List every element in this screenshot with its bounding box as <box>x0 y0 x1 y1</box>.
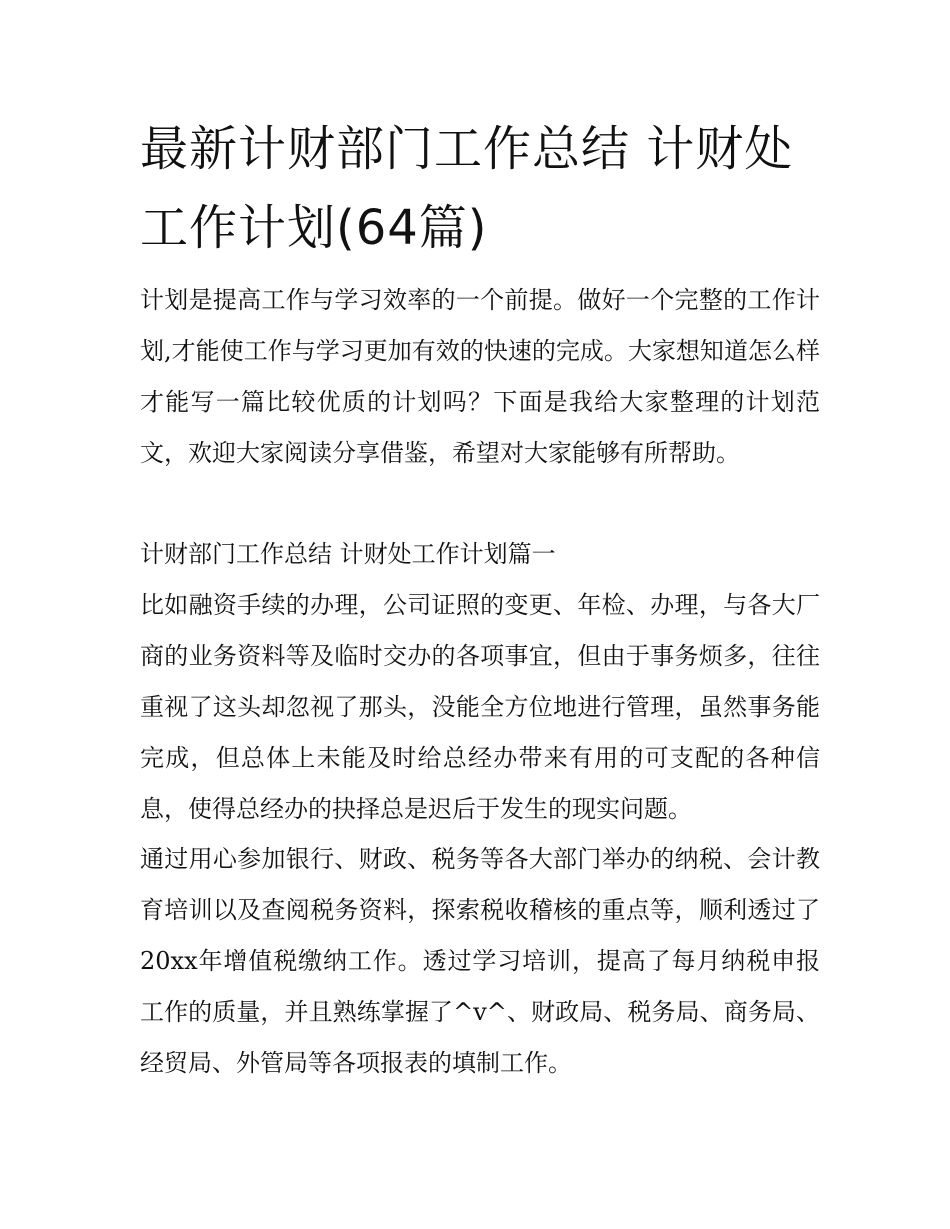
section-heading: 计财部门工作总结 计财处工作计划篇一 <box>140 540 556 568</box>
body-paragraph-1: 比如融资手续的办理，公司证照的变更、年检、办理，与各大厂商的业务资料等及临时交办的各项事宜，但由于事务烦多，往往重视了这头却忽视了那头，没能全方位地进行管理，虽然事务能完成，但总体上未能及时给总经办带来有用的可支配的各种信息，使得总经办的抉择总是迟后于发生的现实问题。 <box>140 591 820 823</box>
intro-paragraph: 计划是提高工作与学习效率的一个前提。做好一个完整的工作计划,才能使工作与学习更加有效的快速的完成。大家想知道怎么样才能写一篇比较优质的计划吗？下面是我给大家整理的计划范文，欢迎大家阅读分享借鉴，希望对大家能够有所帮助。 <box>140 286 820 467</box>
document-title: 最新计财部门工作总结 计财处工作计划(64篇) <box>140 121 794 256</box>
body-paragraph-2: 通过用心参加银行、财政、税务等各大部门举办的纳税、会计教育培训以及查阅税务资料，探索税收稽核的重点等，顺利透过了20xx年增值税缴纳工作。透过学习培训，提高了每月纳税申报工作的质量，并且熟练掌握了^v^、财政局、税务局、商务局、经贸局、外管局等各项报表的填制工作。 <box>140 845 820 1077</box>
